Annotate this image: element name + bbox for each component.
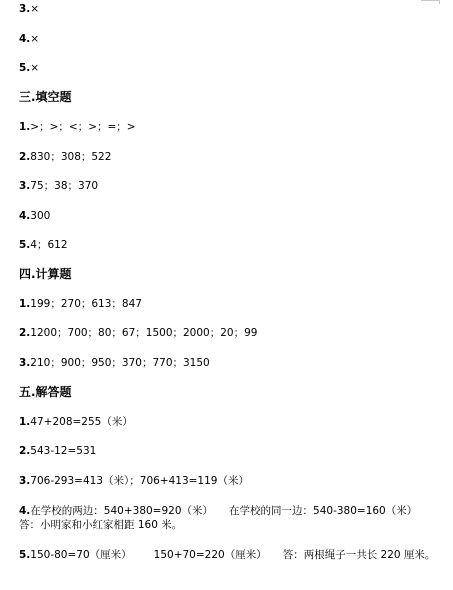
item-number: 3. <box>19 357 31 369</box>
fill-item-3 <box>19 179 98 193</box>
item-number: 2. <box>19 445 31 457</box>
item-number: 4. <box>19 505 31 517</box>
item-answer: 75；38；370 <box>30 180 99 192</box>
solve-item-4 <box>19 504 417 518</box>
item-number: 4. <box>19 210 31 222</box>
fill-item-5 <box>19 238 68 252</box>
section-heading-calc: 四.计算题 <box>19 267 72 281</box>
calc-item-3 <box>19 356 210 370</box>
judge-item-3 <box>19 2 39 16</box>
solve-item-1 <box>19 415 133 429</box>
item-answer: 199；270；613；847 <box>30 298 142 310</box>
item-number: 1. <box>19 416 31 428</box>
judge-item-5 <box>19 61 39 75</box>
item-answer: × <box>30 33 40 45</box>
item-answer: 47+208=255（米） <box>30 416 133 428</box>
item-number: 1. <box>19 121 31 133</box>
item-number: 1. <box>19 298 31 310</box>
fill-item-2 <box>19 150 111 164</box>
item-answer: 706-293=413（米）；706+413=119（米） <box>30 475 249 487</box>
item-number: 5. <box>19 62 31 74</box>
item-answer: × <box>30 62 40 74</box>
solve-item-4-answer: 答：小明家和小红家相距 160 米。 <box>19 519 183 531</box>
section-heading-solve: 五.解答题 <box>19 385 72 399</box>
item-number: 3. <box>19 475 31 487</box>
item-number: 5. <box>19 549 31 561</box>
item-answer-part-c: 答：两根绳子一共长 220 厘米。 <box>282 549 436 561</box>
item-number: 2. <box>19 151 31 163</box>
solve-item-2 <box>19 444 96 458</box>
item-answer: 543-12=531 <box>30 445 97 457</box>
fill-item-4 <box>19 209 50 223</box>
item-answer: × <box>30 3 40 15</box>
solve-item-3 <box>19 474 249 488</box>
item-number: 2. <box>19 327 31 339</box>
item-answer: 210；900；950；370；770；3150 <box>30 357 210 369</box>
item-answer-part-a: 150-80=70（厘米） <box>30 549 132 561</box>
item-answer: 830；308；522 <box>30 151 112 163</box>
calc-item-2 <box>19 326 257 340</box>
item-number: 3. <box>19 3 31 15</box>
solve-item-5 <box>19 548 435 562</box>
judge-item-4 <box>19 32 39 46</box>
item-answer: 4；612 <box>30 239 68 251</box>
page-corner-mark <box>421 0 439 1</box>
item-answer: 300 <box>30 210 51 222</box>
item-number: 4. <box>19 33 31 45</box>
item-answer: 1200；700；80；67；1500；2000；20；99 <box>30 327 258 339</box>
item-answer-part-b: 150+70=220（厘米） <box>153 549 267 561</box>
fill-item-1 <box>19 120 136 134</box>
item-answer-part-b: 在学校的同一边：540-380=160（米） <box>229 505 418 517</box>
section-heading-fill: 三.填空题 <box>19 90 72 104</box>
item-answer: >；>；<；>；=；> <box>30 121 136 133</box>
item-answer-part-a: 在学校的两边：540+380=920（米） <box>30 505 214 517</box>
item-number: 5. <box>19 239 31 251</box>
calc-item-1 <box>19 297 142 311</box>
item-number: 3. <box>19 180 31 192</box>
